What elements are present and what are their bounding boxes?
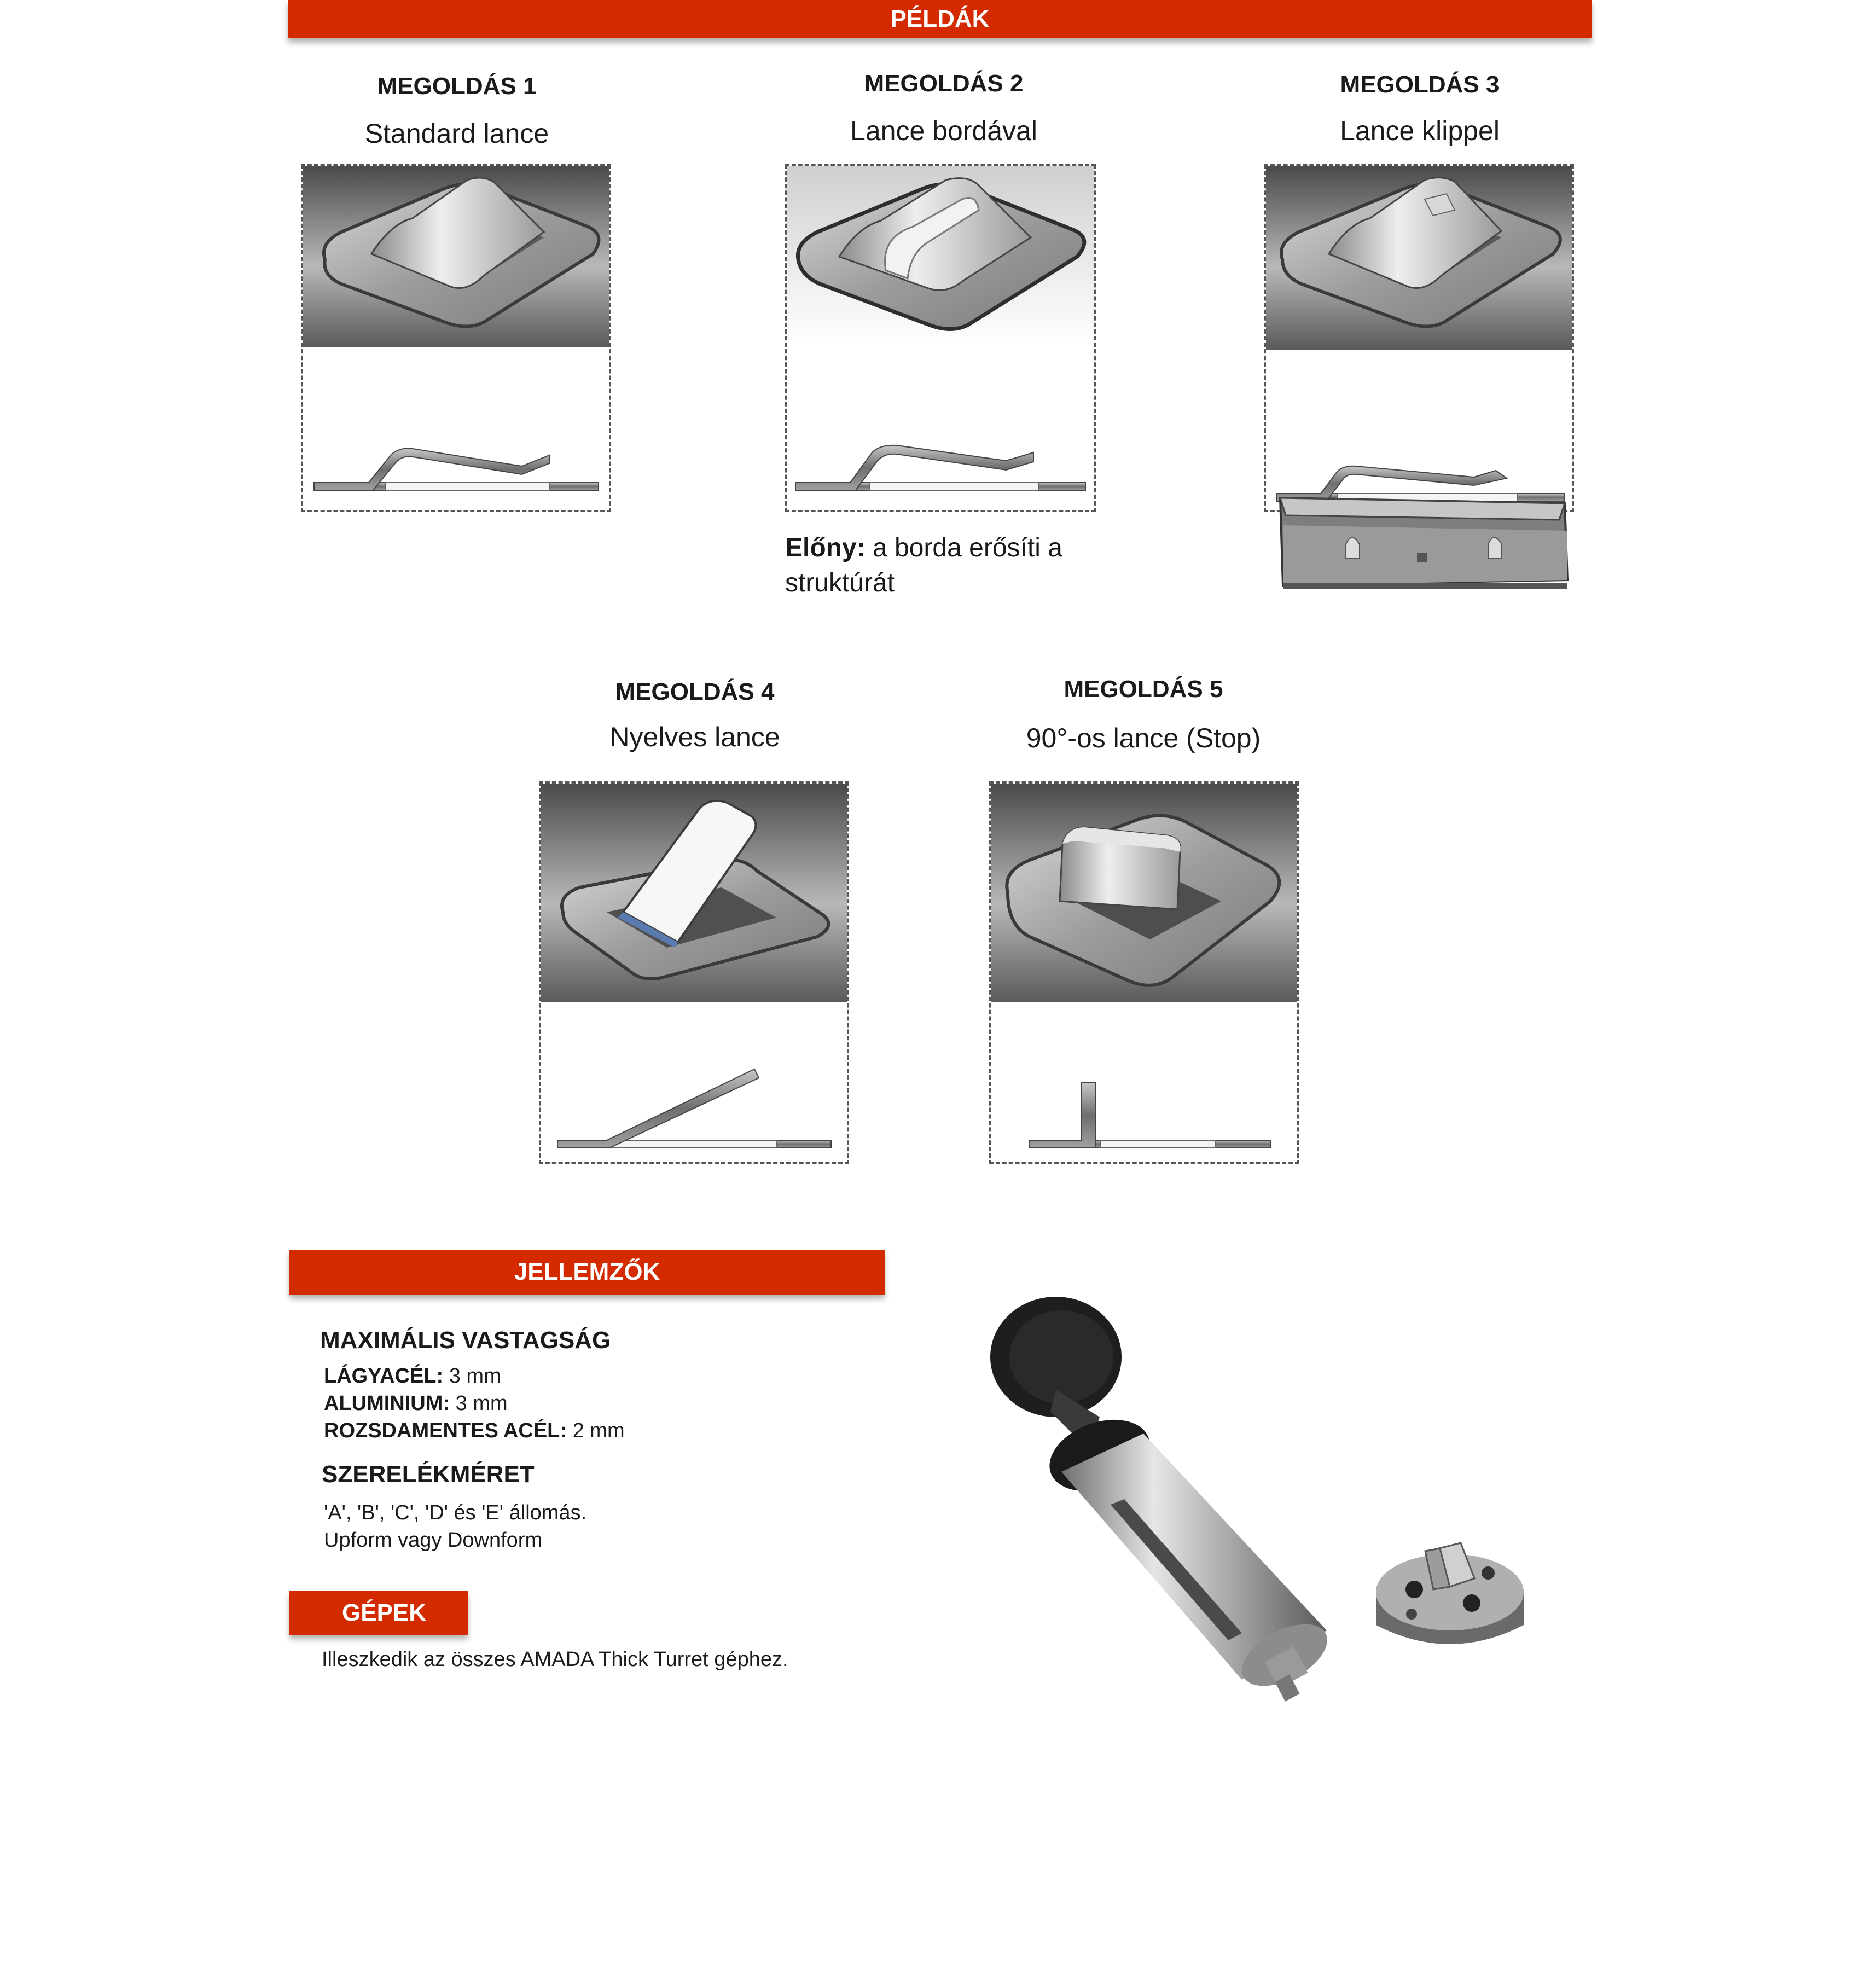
solution-5-illustration xyxy=(989,781,1299,1164)
material-row-mild-steel xyxy=(324,1362,625,1390)
features-header xyxy=(289,1250,885,1295)
assembly-title: SZERELÉKMÉRET xyxy=(322,1461,535,1488)
solution-4-illustration xyxy=(539,781,849,1164)
examples-header-label: PÉLDÁK xyxy=(890,5,990,32)
solution-3-title: Lance klippel xyxy=(1340,115,1500,146)
clip-lance-render xyxy=(1266,166,1572,350)
lance-tool-photo xyxy=(979,1275,1570,1713)
materials-list xyxy=(324,1362,625,1444)
material-label: ROZSDAMENTES ACÉL: xyxy=(324,1419,567,1442)
advantage-text-line2: struktúrát xyxy=(785,568,895,597)
material-value: 2 mm xyxy=(567,1419,625,1442)
solution-1-number: MEGOLDÁS 1 xyxy=(377,73,537,100)
advantage-label: Előny: xyxy=(785,533,866,562)
advantage-note xyxy=(785,531,1113,601)
clip-box-assembly-image xyxy=(1269,492,1576,602)
examples-header xyxy=(288,0,1592,38)
solution-1-illustration xyxy=(301,164,611,512)
solution-3-number: MEGOLDÁS 3 xyxy=(1340,71,1500,98)
material-label: LÁGYACÉL: xyxy=(324,1365,444,1388)
standard-lance-profile xyxy=(303,401,609,510)
machines-text: Illeszkedik az összes AMADA Thick Turret géphez. xyxy=(322,1648,788,1671)
standard-lance-render xyxy=(303,166,609,347)
machines-header xyxy=(289,1591,468,1635)
solution-4-title: Nyelves lance xyxy=(609,722,780,752)
material-value: 3 mm xyxy=(443,1365,501,1388)
solution-2-illustration xyxy=(785,164,1096,512)
solution-5-number: MEGOLDÁS 5 xyxy=(1064,676,1223,703)
rib-lance-render xyxy=(787,166,1094,347)
assembly-line-1: 'A', 'B', 'C', 'D' és 'E' állomás. xyxy=(324,1501,587,1524)
material-value: 3 mm xyxy=(450,1392,508,1415)
solution-3-illustration xyxy=(1264,164,1574,512)
machines-header-label: GÉPEK xyxy=(342,1599,427,1626)
material-label: ALUMINIUM: xyxy=(324,1392,450,1415)
material-row-stainless xyxy=(324,1417,625,1444)
assembly-line-2: Upform vagy Downform xyxy=(324,1529,543,1552)
material-row-aluminium xyxy=(324,1390,625,1417)
max-thickness-title: MAXIMÁLIS VASTAGSÁG xyxy=(320,1327,611,1354)
solution-5-title: 90°-os lance (Stop) xyxy=(1026,723,1261,753)
solution-1-title: Standard lance xyxy=(364,118,549,149)
solution-2-number: MEGOLDÁS 2 xyxy=(864,70,1024,97)
tongue-lance-profile xyxy=(541,1053,847,1162)
stop-lance-profile xyxy=(991,1053,1297,1162)
tongue-lance-render xyxy=(541,784,847,1002)
solution-2-title: Lance bordával xyxy=(850,115,1037,146)
assembly-details xyxy=(324,1499,586,1554)
solution-4-number: MEGOLDÁS 4 xyxy=(615,678,775,705)
stop-lance-render xyxy=(991,784,1297,1002)
rib-lance-profile xyxy=(787,401,1094,510)
advantage-text-line1: a borda erősíti a xyxy=(865,533,1062,562)
features-header-label: JELLEMZŐK xyxy=(514,1258,660,1285)
